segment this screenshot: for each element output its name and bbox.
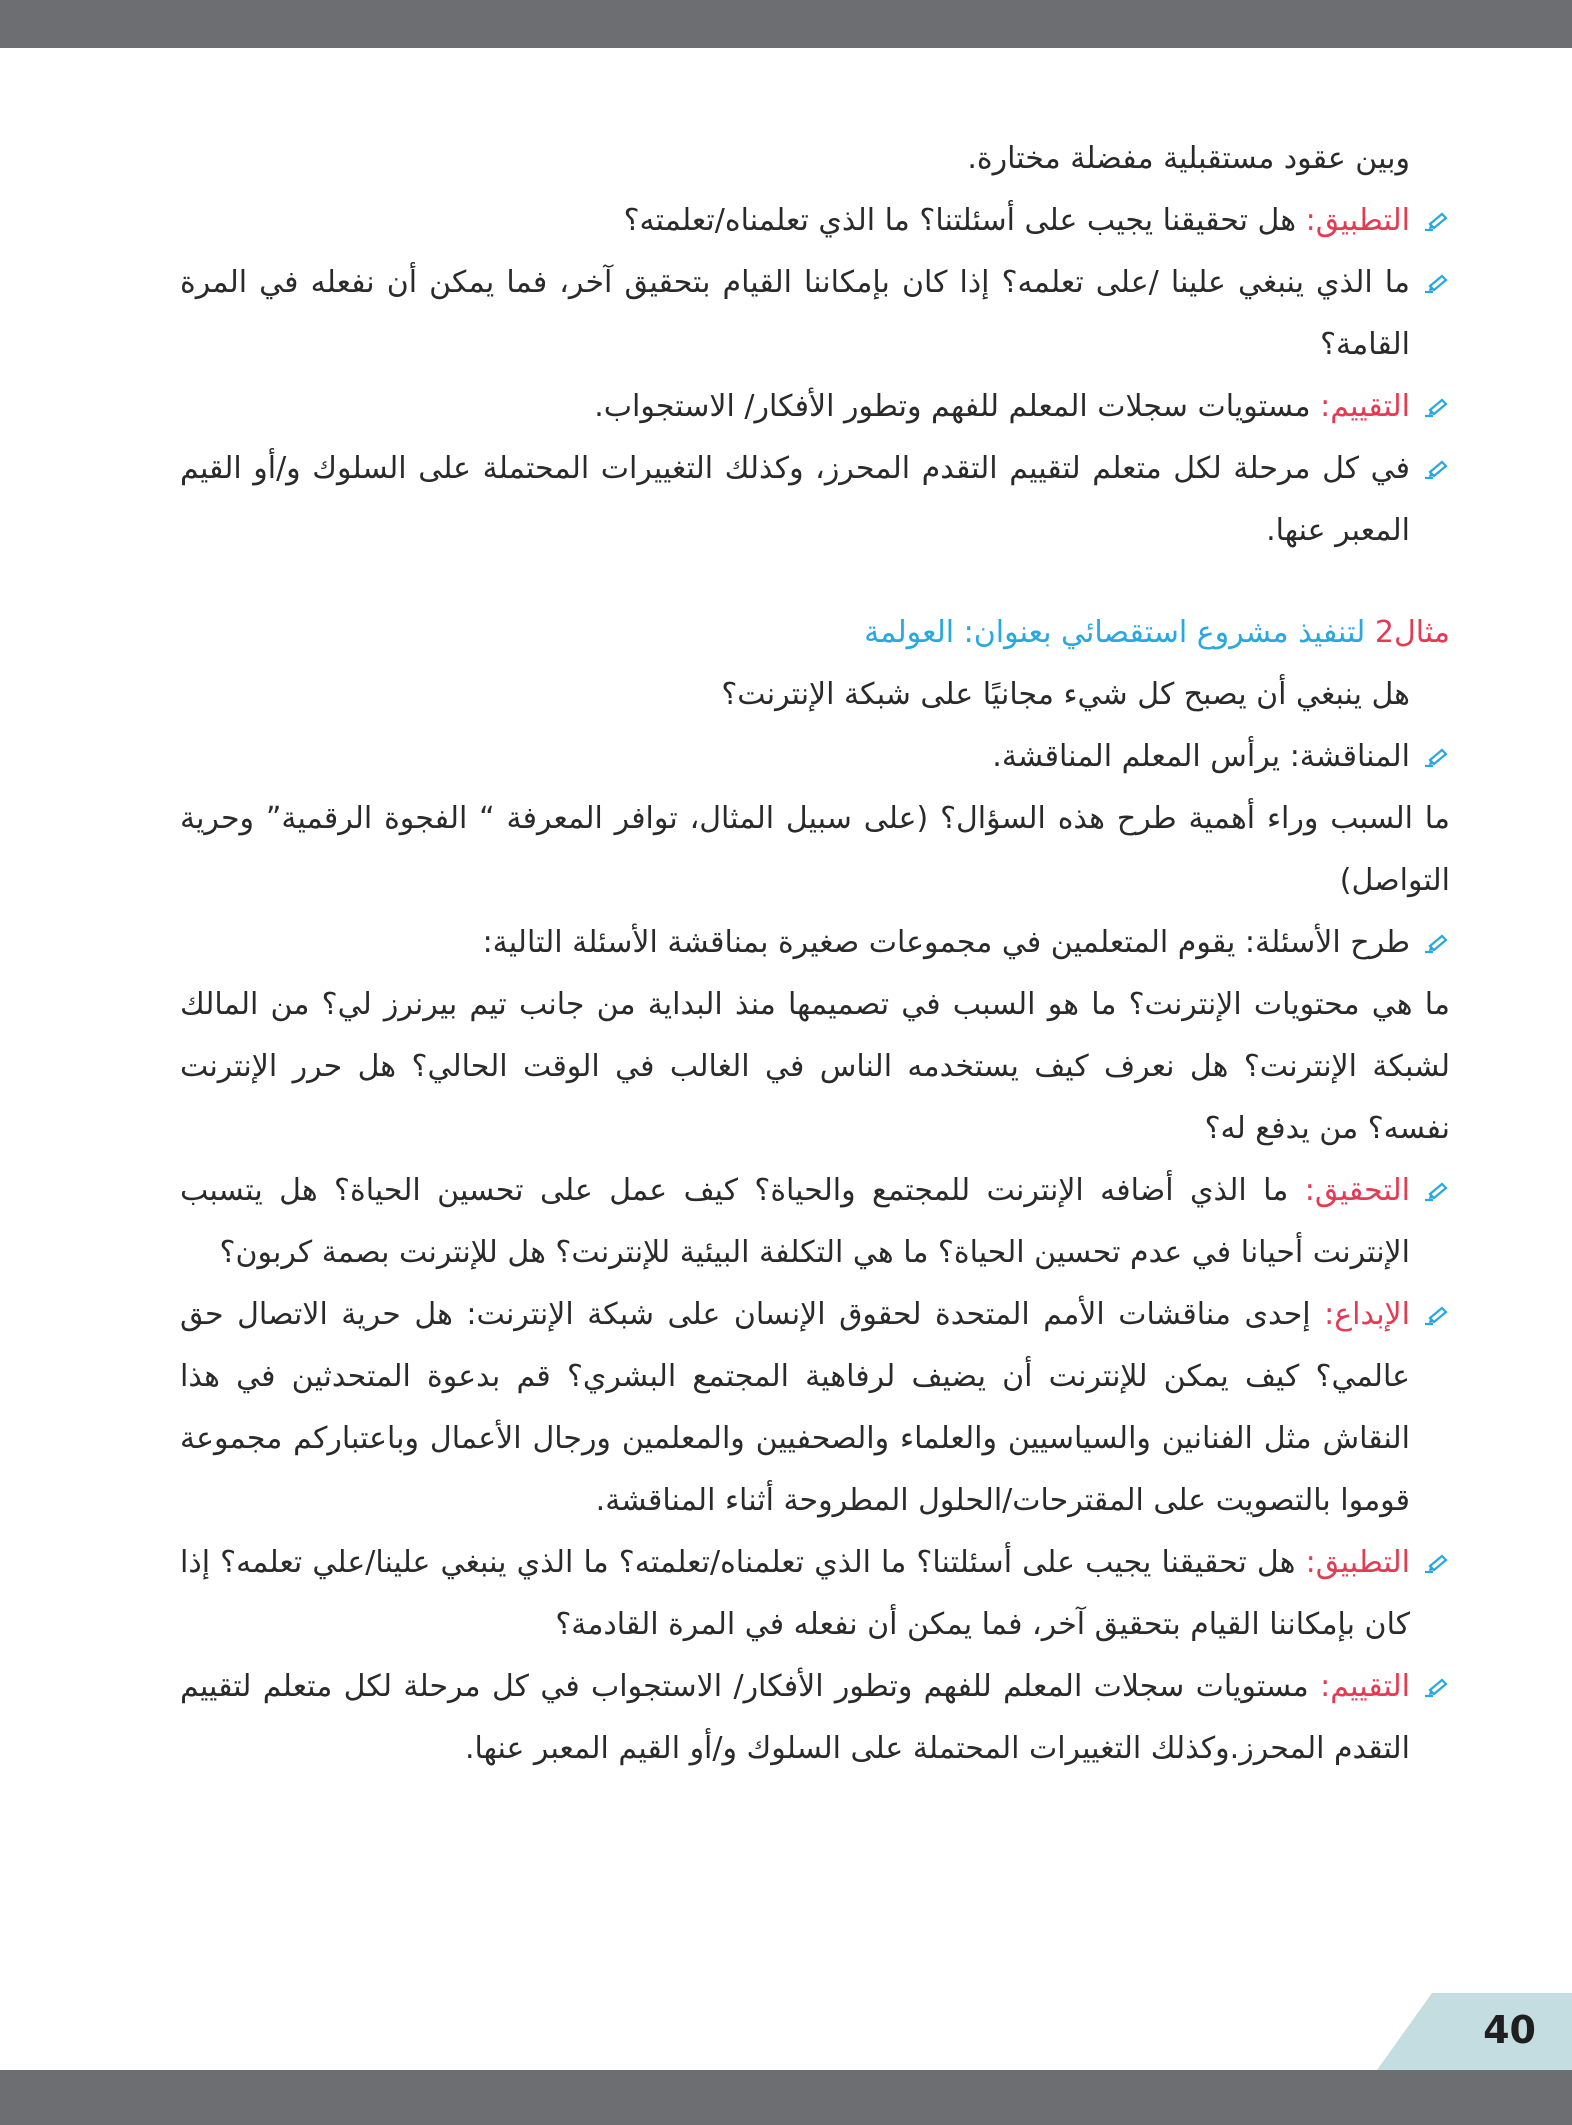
item-label: التطبيق: <box>1305 203 1410 238</box>
pencil-check-icon <box>1422 272 1450 296</box>
bullet-item <box>180 1284 1450 1532</box>
example-title: لتنفيذ مشروع استقصائي بعنوان: العولمة <box>864 615 1375 650</box>
item-text: ما الذي ينبغي علينا /على تعلمه؟ إذا كان بإمكاننا القيام بتحقيق آخر، فما يمكن أن نفعله في المرة القامة؟ <box>180 265 1410 362</box>
bullet-item <box>180 1160 1450 1284</box>
item-text: مستويات سجلات المعلم للفهم وتطور الأفكار/ الاستجواب. <box>594 389 1321 424</box>
bullet-item <box>180 190 1450 252</box>
bullet-item <box>180 1532 1450 1656</box>
pencil-check-icon <box>1422 746 1450 770</box>
bottom-bar <box>0 2070 1572 2125</box>
pencil-check-icon <box>1422 1676 1450 1700</box>
page-content <box>180 128 1450 1780</box>
bullet-item <box>180 726 1450 788</box>
item-text: المناقشة: يرأس المعلم المناقشة. <box>992 739 1410 774</box>
paragraph-question: هل ينبغي أن يصبح كل شيء مجانيًا على شبكة الإنترنت؟ <box>721 677 1410 712</box>
item-text: في كل مرحلة لكل متعلم لتقييم التقدم المحرز، وكذلك التغييرات المحتملة على السلوك و/أو القيم المعبر عنها. <box>180 451 1410 548</box>
item-text: طرح الأسئلة: يقوم المتعلمين في مجموعات صغيرة بمناقشة الأسئلة التالية: <box>482 925 1410 960</box>
paragraph-intro: وبين عقود مستقبلية مفضلة مختارة. <box>967 141 1410 176</box>
pencil-check-icon <box>1422 1552 1450 1576</box>
bullet-item <box>180 912 1450 974</box>
bullet-item <box>180 438 1450 562</box>
pencil-check-icon <box>1422 1304 1450 1328</box>
item-text: ما الذي أضافه الإنترنت للمجتمع والحياة؟ كيف عمل على تحسين الحياة؟ هل يتسبب الإنترنت أحيانا في عدم تحسين الحياة؟ ما هي التكلفة البيئية للإنترنت؟ هل للإنترنت بصمة كربون؟ <box>180 1173 1410 1270</box>
pencil-check-icon <box>1422 396 1450 420</box>
item-text: إحدى مناقشات الأمم المتحدة لحقوق الإنسان على شبكة الإنترنت: هل حرية الاتصال حق عالمي؟ كيف يمكن للإنترنت أن يضيف لرفاهية المجتمع البشري؟ قم بدعوة المتحدثين في هذا النقاش مثل الفنانين والسياسيين والعلماء والصحفيين والمعلمين ورجال الأعمال وباعتباركم مجموعة قوموا بالتصويت على المقترحات/الحلول المطروحة أثناء المناقشة. <box>180 1297 1410 1518</box>
bullet-item <box>180 376 1450 438</box>
item-label: التقييم: <box>1320 1669 1410 1704</box>
page-number: 40 <box>1483 2008 1536 2052</box>
example-heading <box>180 602 1450 664</box>
paragraph-questions: ما هي محتويات الإنترنت؟ ما هو السبب في تصميمها منذ البداية من جانب تيم بيرنرز لي؟ من المالك لشبكة الإنترنت؟ هل نعرف كيف يستخدمه الناس في الغالب في الوقت الحالي؟ هل حرر الإنترنت نفسه؟ من يدفع له؟ <box>180 987 1450 1146</box>
pencil-check-icon <box>1422 458 1450 482</box>
item-label: التطبيق: <box>1305 1545 1410 1580</box>
item-text: هل تحقيقنا يجيب على أسئلتنا؟ ما الذي تعلمناه/تعلمته؟ ما الذي ينبغي علينا/علي تعلمه؟ إذا كان بإمكاننا القيام بتحقيق آخر، فما يمكن أن نفعله في المرة القادمة؟ <box>180 1545 1410 1642</box>
item-text: هل تحقيقنا يجيب على أسئلتنا؟ ما الذي تعلمناه/تعلمته؟ <box>623 203 1306 238</box>
bullet-item <box>180 252 1450 376</box>
paragraph-reason: ما السبب وراء أهمية طرح هذه السؤال؟ (على سبيل المثال، توافر المعرفة “ الفجوة الرقمية” وحرية التواصل) <box>180 801 1450 898</box>
item-label: التقييم: <box>1320 389 1410 424</box>
item-label: الإبداع: <box>1324 1297 1410 1332</box>
bullet-item <box>180 1656 1450 1780</box>
top-bar <box>0 0 1572 48</box>
item-label: التحقيق: <box>1304 1173 1410 1208</box>
pencil-check-icon <box>1422 210 1450 234</box>
pencil-check-icon <box>1422 932 1450 956</box>
item-text: مستويات سجلات المعلم للفهم وتطور الأفكار/ الاستجواب في كل مرحلة لكل متعلم لتقييم التقدم المحرز.وكذلك التغييرات المحتملة على السلوك و/أو القيم المعبر عنها. <box>180 1669 1410 1766</box>
example-number: مثال2 <box>1374 615 1450 650</box>
pencil-check-icon <box>1422 1180 1450 1204</box>
